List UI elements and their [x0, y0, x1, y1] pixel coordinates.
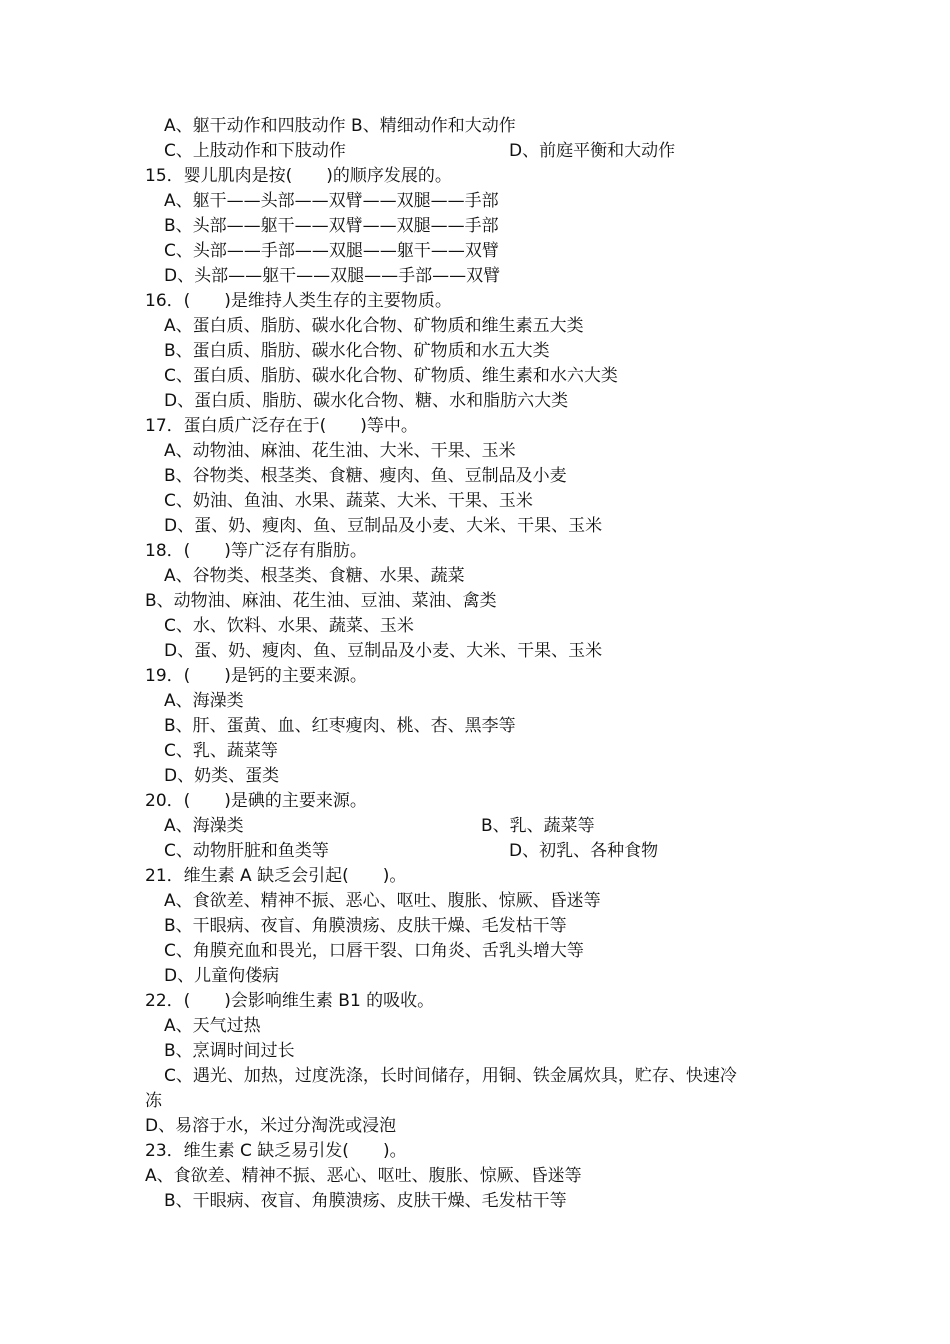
q23-option-a: A、食欲差、精神不振、恶心、呕吐、腹胀、惊厥、昏迷等	[145, 1166, 582, 1186]
question-23: 23．维生素 C 缺乏易引发( )。	[145, 1141, 407, 1161]
q21-option-d: D、儿童佝偻病	[164, 966, 280, 986]
q22-option-c-continued: 冻	[145, 1091, 162, 1111]
q18-option-b: B、动物油、麻油、花生油、豆油、菜油、禽类	[145, 591, 497, 611]
q23-option-b: B、干眼病、夜盲、角膜溃疡、皮肤干燥、毛发枯干等	[164, 1191, 567, 1211]
q20-option-c: C、动物肝脏和鱼类等	[164, 841, 329, 861]
q21-option-a: A、食欲差、精神不振、恶心、呕吐、腹胀、惊厥、昏迷等	[164, 891, 601, 911]
q17-option-a: A、动物油、麻油、花生油、大米、干果、玉米	[164, 441, 516, 461]
question-19: 19．( )是钙的主要来源。	[145, 666, 367, 686]
q20-option-a: A、海澡类	[164, 816, 244, 836]
q16-option-a: A、蛋白质、脂肪、碳水化合物、矿物质和维生素五大类	[164, 316, 584, 336]
q19-option-b: B、肝、蛋黄、血、红枣瘦肉、桃、杏、黑李等	[164, 716, 516, 736]
q21-option-b: B、干眼病、夜盲、角膜溃疡、皮肤干燥、毛发枯干等	[164, 916, 567, 936]
question-16: 16．( )是维持人类生存的主要物质。	[145, 291, 452, 311]
q15-option-b: B、头部——躯干——双臂——双腿——手部	[164, 216, 499, 236]
q19-option-c: C、乳、蔬菜等	[164, 741, 278, 761]
q22-option-b: B、烹调时间过长	[164, 1041, 295, 1061]
q14-option-d: D、前庭平衡和大动作	[509, 141, 676, 161]
q16-option-c: C、蛋白质、脂肪、碳水化合物、矿物质、维生素和水六大类	[164, 366, 618, 386]
q20-option-d: D、初乳、各种食物	[509, 841, 659, 861]
q17-option-c: C、奶油、鱼油、水果、蔬菜、大米、干果、玉米	[164, 491, 533, 511]
question-22: 22．( )会影响维生素 B1 的吸收。	[145, 991, 435, 1011]
q22-option-c: C、遇光、加热，过度洗涤，长时间储存，用铜、铁金属炊具，贮存、快速冷	[164, 1066, 737, 1086]
question-18: 18．( )等广泛存有脂肪。	[145, 541, 367, 561]
q15-option-a: A、躯干——头部——双臂——双腿——手部	[164, 191, 499, 211]
q17-option-d: D、蛋、奶、瘦肉、鱼、豆制品及小麦、大米、干果、玉米	[164, 516, 603, 536]
q17-option-b: B、谷物类、根茎类、食糖、瘦肉、鱼、豆制品及小麦	[164, 466, 567, 486]
question-17: 17．蛋白质广泛存在于( )等中。	[145, 416, 418, 436]
q19-option-a: A、海澡类	[164, 691, 244, 711]
q14-option-a-b: A、躯干动作和四肢动作 B、精细动作和大动作	[164, 116, 516, 136]
q22-option-d: D、易溶于水，米过分淘洗或浸泡	[145, 1116, 397, 1136]
q18-option-d: D、蛋、奶、瘦肉、鱼、豆制品及小麦、大米、干果、玉米	[164, 641, 603, 661]
q14-option-c: C、上肢动作和下肢动作	[164, 141, 346, 161]
question-21: 21．维生素 A 缺乏会引起( )。	[145, 866, 407, 886]
q15-option-c: C、头部——手部——双腿——躯干——双臂	[164, 241, 499, 261]
q15-option-d: D、头部——躯干——双腿——手部——双臂	[164, 266, 501, 286]
q19-option-d: D、奶类、蛋类	[164, 766, 280, 786]
question-15: 15．婴儿肌肉是按( )的顺序发展的。	[145, 166, 452, 186]
q18-option-c: C、水、饮料、水果、蔬菜、玉米	[164, 616, 414, 636]
q20-option-b: B、乳、蔬菜等	[481, 816, 595, 836]
q16-option-d: D、蛋白质、脂肪、碳水化合物、糖、水和脂肪六大类	[164, 391, 569, 411]
q16-option-b: B、蛋白质、脂肪、碳水化合物、矿物质和水五大类	[164, 341, 550, 361]
question-20: 20．( )是碘的主要来源。	[145, 791, 367, 811]
q21-option-c: C、角膜充血和畏光，口唇干裂、口角炎、舌乳头增大等	[164, 941, 584, 961]
q22-option-a: A、天气过热	[164, 1016, 261, 1036]
q18-option-a: A、谷物类、根茎类、食糖、水果、蔬菜	[164, 566, 465, 586]
